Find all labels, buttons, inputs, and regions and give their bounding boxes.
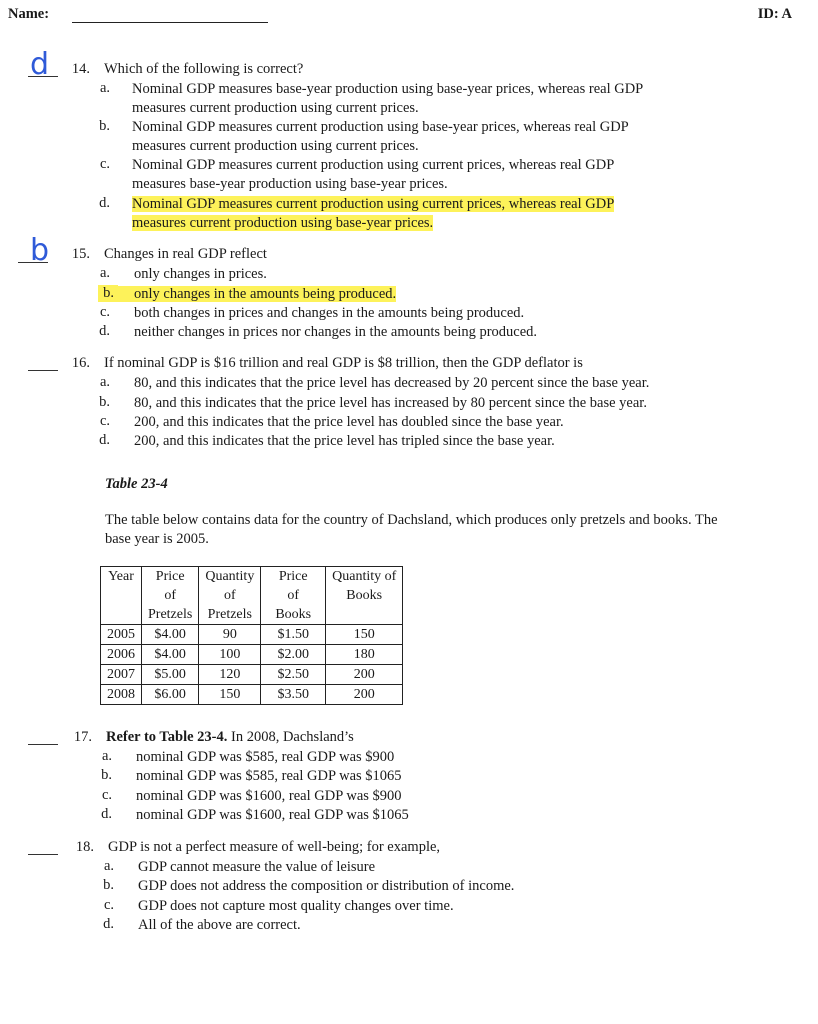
header-price-pretzels: Price of Pretzels	[142, 567, 199, 625]
option-14c: Nominal GDP measures current production using current prices, whereas real GDP measures base-year production using base-year prices.	[132, 157, 615, 192]
option-16a: 80, and this indicates that the price level has decreased by 20 percent since the base year.	[134, 375, 650, 391]
option-letter: d.	[101, 806, 112, 822]
option-letter: c.	[103, 897, 114, 913]
table-row: 2005 $4.00 90 $1.50 150	[101, 625, 403, 645]
option-18a: GDP cannot measure the value of leisure	[138, 859, 376, 875]
option-letter: a.	[99, 265, 110, 281]
data-table	[100, 566, 403, 705]
table-title: Table 23-4	[105, 476, 168, 492]
option-letter: c.	[99, 413, 110, 429]
table-row: 2007 $5.00 120 $2.50 200	[101, 665, 403, 685]
name-field[interactable]	[72, 22, 268, 23]
question-number-16: 16.	[71, 355, 90, 371]
option-16d: 200, and this indicates that the price level has tripled since the base year.	[134, 433, 555, 449]
option-letter-highlighted: b.	[98, 285, 118, 302]
question-number-14: 14.	[71, 61, 90, 77]
option-15c: both changes in prices and changes in the amounts being produced.	[134, 305, 525, 321]
option-17d: nominal GDP was $1600, real GDP was $1065	[136, 807, 409, 823]
option-15a: only changes in prices.	[134, 266, 267, 282]
option-letter: c.	[99, 304, 110, 320]
option-16c: 200, and this indicates that the price level has doubled since the base year.	[134, 414, 564, 430]
option-18c: GDP does not capture most quality changes over time.	[138, 898, 454, 914]
table-row: 2006 $4.00 100 $2.00 180	[101, 645, 403, 665]
name-label: Name:	[8, 6, 50, 22]
option-17c: nominal GDP was $1600, real GDP was $900	[136, 788, 402, 804]
option-14b: Nominal GDP measures current production using base-year prices, whereas real GDP measures current production using current prices.	[132, 119, 629, 154]
answer-blank-17[interactable]	[28, 744, 58, 745]
option-letter: a.	[99, 374, 110, 390]
header-price-books: Price of Books	[261, 567, 326, 625]
header-year: Year	[101, 567, 142, 625]
answer-blank-18[interactable]	[28, 854, 58, 855]
question-number-18: 18.	[75, 839, 94, 855]
option-14d-highlighted: Nominal GDP measures current production using current prices, whereas real GDP measures current production using base-year prices.	[132, 196, 615, 231]
option-letter: b.	[99, 118, 110, 134]
question-stem-17: Refer to Table 23-4. In 2008, Dachsland’s	[106, 729, 354, 745]
option-15d: neither changes in prices nor changes in the amounts being produced.	[134, 324, 538, 340]
question-stem-16: If nominal GDP is $16 trillion and real GDP is $8 trillion, then the GDP deflator is	[104, 355, 583, 371]
id-label: ID: A	[757, 6, 792, 22]
question-stem-14: Which of the following is correct?	[104, 61, 304, 77]
option-letter: d.	[99, 195, 110, 211]
question-stem-18: GDP is not a perfect measure of well-being; for example,	[108, 839, 441, 855]
option-18b: GDP does not address the composition or distribution of income.	[138, 878, 515, 894]
table-row: 2008 $6.00 150 $3.50 200	[101, 685, 403, 705]
option-letter: a.	[103, 858, 114, 874]
option-letter: d.	[99, 432, 110, 448]
option-16b: 80, and this indicates that the price level has increased by 80 percent since the base year.	[134, 395, 647, 411]
option-letter: c.	[99, 156, 110, 172]
handwritten-answer-14: d	[30, 47, 50, 82]
option-letter: b.	[99, 394, 110, 410]
option-letter: a.	[101, 748, 112, 764]
header-quantity-pretzels: Quantity of Pretzels	[199, 567, 261, 625]
option-letter: d.	[99, 323, 110, 339]
option-17b: nominal GDP was $585, real GDP was $1065	[136, 768, 402, 784]
question-stem-15: Changes in real GDP reflect	[104, 246, 267, 262]
option-letter: a.	[99, 80, 110, 96]
option-15b-highlighted: only changes in the amounts being produced.	[118, 285, 396, 304]
option-18d: All of the above are correct.	[138, 917, 301, 933]
option-letter: c.	[101, 787, 112, 803]
table-description: The table below contains data for the country of Dachsland, which produces only pretzels and books. The base year is 2005.	[105, 512, 718, 547]
question-number-17: 17.	[73, 729, 92, 745]
table-header-row	[101, 567, 403, 625]
question-number-15: 15.	[71, 246, 90, 262]
handwritten-answer-15: b	[30, 233, 50, 268]
option-letter: d.	[103, 916, 114, 932]
option-17a: nominal GDP was $585, real GDP was $900	[136, 749, 395, 765]
option-14a: Nominal GDP measures base-year production using base-year prices, whereas real GDP measures current production using current prices.	[132, 81, 644, 116]
option-letter: b.	[101, 767, 112, 783]
header-quantity-books: Quantity of Books	[326, 567, 403, 625]
answer-blank-16[interactable]	[28, 370, 58, 371]
option-letter: b.	[103, 877, 114, 893]
